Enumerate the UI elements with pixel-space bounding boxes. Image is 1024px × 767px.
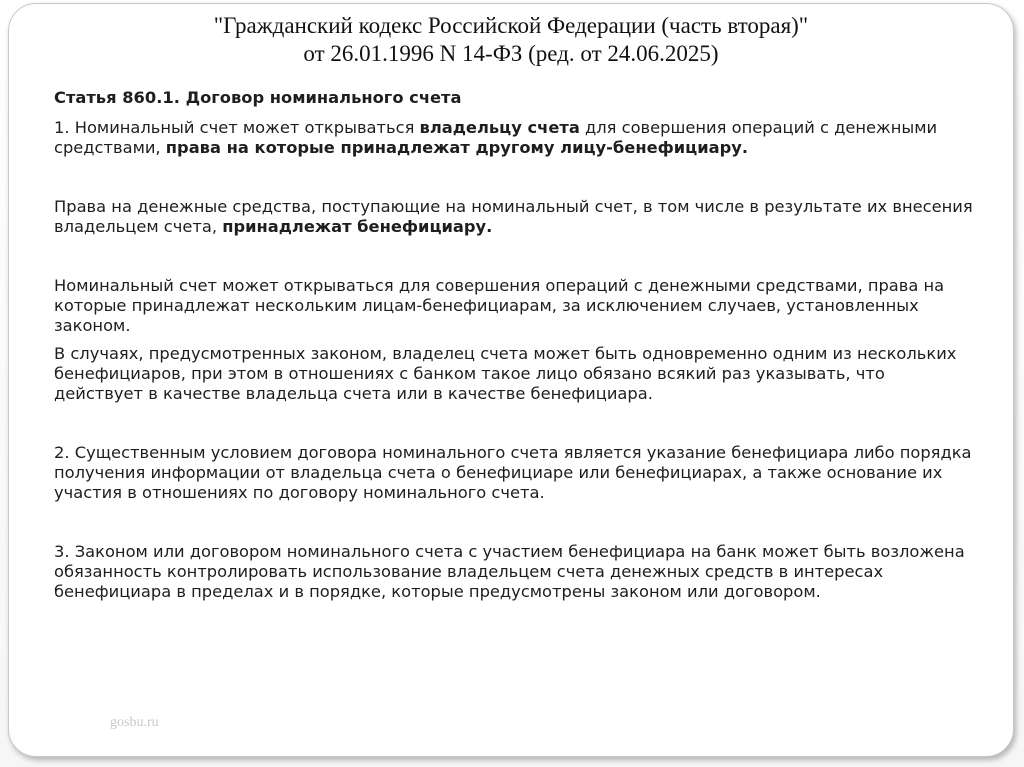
article-content	[54, 88, 976, 602]
paragraph-2-text-a: Права на денежные средства, поступающие на номинальный счет, в том числе в результате их внесения владельцем счета,	[54, 197, 973, 236]
paragraph-5: 2. Существенным условием договора номинального счета является указание бенефициара либо порядка получения информации от владельца счета о бенефициаре или бенефициарах, а также основание их участия в отношениях по договору номинального счета.	[54, 443, 972, 502]
paragraph-1-text-a: 1. Номинальный счет может открываться	[54, 118, 420, 137]
paragraph-1-bold-d: права на которые принадлежат другому лицу-бенефициару.	[165, 138, 749, 157]
title-line-2: от 26.01.1996 N 14-ФЗ (ред. от 24.06.2025)	[303, 41, 719, 66]
paragraph-2-bold-b: принадлежат бенефициару.	[222, 217, 493, 236]
paragraph-3: Номинальный счет может открываться для совершения операций с денежными средствами, права на которые принадлежат нескольким лицам-бенефициарам, за исключением случаев, установленных законом.	[54, 276, 945, 335]
paragraph-1	[54, 118, 976, 158]
paragraph-4: В случаях, предусмотренных законом, владелец счета может быть одновременно одним из нескольких бенефициаров, при этом в отношениях с банком такое лицо обязано всякий раз указывать, что действует в качестве владельца счета или в качестве бенефициара.	[54, 344, 957, 403]
paragraph-6: 3. Законом или договором номинального счета с участием бенефициара на банк может быть возложена обязанность контролировать использование владельцем счета денежных средств в интересах бенефициара в пределах и в порядке, которые предусмотрены законом или договором.	[54, 542, 965, 601]
slide-title	[8, 12, 1014, 68]
paragraph-1-text-c: для совершения операций с денежными средствами,	[54, 118, 938, 157]
paragraph-1-bold-b: владельцу счета	[419, 118, 580, 137]
paragraph-2	[54, 197, 976, 237]
article-heading: Статья 860.1. Договор номинального счета	[54, 88, 462, 107]
watermark: gosbu.ru	[110, 715, 159, 730]
title-line-1: "Гражданский кодекс Российской Федерации (часть вторая)"	[213, 13, 809, 38]
